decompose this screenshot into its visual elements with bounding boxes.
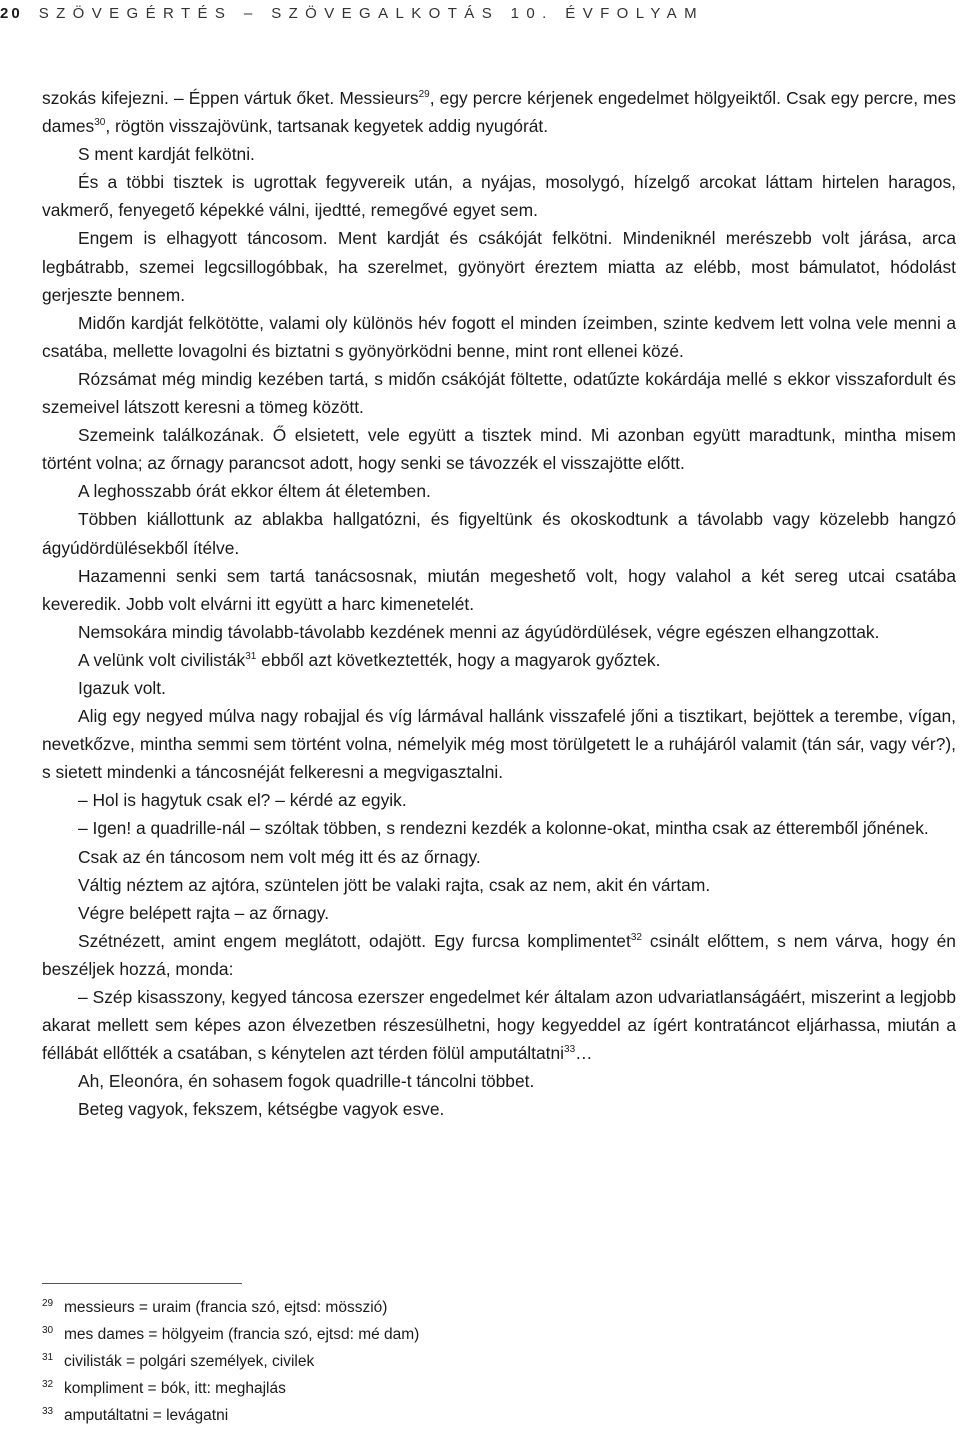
- paragraph-text: És a többi tisztek is ugrottak fegyvereik után, a nyájas, mosolygó, hízelgő arcokat láttam hirtelen haragos, vakmerő, fenyegető képekké válni, ijedtté, remegővé egyet sem.: [42, 172, 956, 221]
- footnote: [42, 1321, 742, 1348]
- paragraph-text: , egy percre kérjenek engedelmet hölgyeiktől. Csak egy percre, mes dames: [42, 88, 956, 137]
- paragraph-text: A leghosszabb órát ekkor éltem át életemben.: [78, 481, 431, 502]
- footnotes: [42, 1294, 742, 1429]
- paragraph: [42, 899, 956, 927]
- footnote: [42, 1402, 742, 1429]
- paragraph: [42, 477, 956, 505]
- paragraph-text: Rózsámat még mindig kezében tartá, s midőn csákóját föltette, odatűzte kokárdája mellé s ekkor visszafordult és szemeivel látszott keresni a tömeg között.: [42, 368, 956, 418]
- paragraph: [42, 309, 956, 365]
- page-number: 20: [0, 4, 23, 22]
- footnote-number: 31: [42, 1352, 54, 1364]
- paragraph: [42, 421, 956, 477]
- footnote-divider: [42, 1283, 242, 1284]
- paragraph-text: Hazamenni senki sem tartá tanácsosnak, miután megeshető volt, hogy valahol a két sereg utcai csatába keveredik. Jobb volt elvárni itt együtt a harc kimenetelét.: [42, 565, 956, 614]
- running-head: [0, 0, 960, 26]
- footnote-number: 32: [42, 1379, 54, 1391]
- paragraph-text: ebből azt következtették, hogy a magyarok győztek.: [256, 649, 661, 670]
- paragraph-text: Csak az én táncosom nem volt még itt és az őrnagy.: [78, 846, 481, 867]
- paragraph-text: Többen kiállottunk az ablakba hallgatózni, és figyeltünk és okoskodtunk a távolabb vagy közelebb hangzó ágyúdördülésekből ítélve.: [42, 509, 956, 558]
- paragraph: [42, 814, 956, 842]
- paragraph-text: Midőn kardját felkötötte, valami oly különös hév fogott el minden ízeimben, szinte kedvem lett volna vele menni a csatába, mellette lovagolni és biztatni s gyönyörködni benne, mint ront ellenei közé.: [42, 312, 956, 361]
- footnote: [42, 1348, 742, 1375]
- paragraph-text: Alig egy negyed múlva nagy robajjal és víg lármával hallánk visszafelé jőni a tisztikart, bejöttek a terembe, vígan, nevetkőzve, mintha semmi sem történt volna, némelyik még most törülgetett le a ruhájáról valamit (tán sár, vagy vér?), s sietett mindenki a táncosnéját felkeresni a megvigasztalni.: [42, 706, 956, 783]
- footnote-reference: 31: [245, 650, 257, 662]
- paragraph: [42, 365, 956, 421]
- paragraph-text: Végre belépett rajta – az őrnagy.: [78, 902, 330, 923]
- paragraph-text: Nemsokára mindig távolabb-távolabb kezdének menni az ágyúdördülések, végre egészen elhangzottak.: [78, 621, 880, 642]
- paragraph-text: – Hol is hagytuk csak el? – kérdé az egyik.: [78, 790, 407, 811]
- footnote-text: amputáltatni = levágatni: [64, 1407, 229, 1425]
- paragraph-text: – Igen! a quadrille-nál – szóltak többen, s rendezni kezdék a kolonne-okat, mintha csak az étteremből jőnének.: [78, 818, 929, 839]
- paragraph: [42, 927, 956, 983]
- paragraph-text: S ment kardját felkötni.: [78, 144, 255, 165]
- footnote-reference: 29: [418, 89, 430, 100]
- paragraph: [42, 1067, 956, 1095]
- paragraph: [42, 871, 956, 899]
- paragraph: [42, 646, 956, 674]
- paragraph-text: Ah, Eleonóra, én sohasem fogok quadrille-t táncolni többet.: [78, 1071, 535, 1092]
- footnote-reference: 32: [630, 931, 642, 943]
- paragraph-text: Váltig néztem az ajtóra, szüntelen jött be valaki rajta, csak az nem, akit én vártam.: [78, 874, 711, 895]
- paragraph-text: Beteg vagyok, fekszem, kétségbe vagyok esve.: [78, 1099, 445, 1120]
- paragraph: [42, 702, 956, 786]
- footnote-reference: 30: [94, 117, 106, 129]
- paragraph: [42, 674, 956, 702]
- paragraph-text: Szemeink találkozának. Ő elsietett, vele együtt a tisztek mind. Mi azonban együtt maradtunk, mintha misem történt volna; az őrnagy parancsot adott, hogy senki se távozzék el visszajötte előtt.: [42, 425, 956, 474]
- footnote-number: 30: [42, 1325, 54, 1337]
- body-text: [42, 84, 956, 1123]
- footnote: [42, 1375, 742, 1402]
- footnote-number: 33: [42, 1406, 54, 1418]
- paragraph: [42, 786, 956, 814]
- paragraph: [42, 618, 956, 646]
- footnote-text: kompliment = bók, itt: meghajlás: [64, 1380, 286, 1398]
- paragraph-text: szokás kifejezni. – Éppen vártuk őket. Messieurs: [42, 88, 419, 108]
- paragraph-text: Engem is elhagyott táncosom. Ment kardját és csákóját felkötni. Mindeniknél merészebb volt járása, arca legbátrabb, szemei legcsillogóbbak, ha szerelmet, gyönyört éreztem miatta az elébb, most bámulatot, hódolást gerjeszte bennem.: [42, 228, 956, 305]
- paragraph-text: …: [575, 1043, 593, 1064]
- paragraph-text: , rögtön visszajövünk, tartsanak kegyetek addig nyugórát.: [105, 116, 549, 137]
- paragraph-text: – Szép kisasszony, kegyed táncosa ezerszer engedelmet kér általam azon udvariatlanságáért, miszerint a legjobb akarat mellett sem képes azon élvezetben részesülhetni, hogy kegyeddel az ígért kontratáncot eljárhassa, miután a féllábát ellőtték a csatában, s kénytelen azt térden fölül amputáltatni: [42, 987, 956, 1064]
- paragraph-text: Szétnézett, amint engem meglátott, odajött. Egy furcsa komplimentet: [78, 930, 631, 951]
- paragraph: [42, 140, 956, 168]
- footnote-text: civilisták = polgári személyek, civilek: [64, 1353, 315, 1371]
- footnote: [42, 1294, 742, 1321]
- paragraph-text: Igazuk volt.: [78, 677, 166, 698]
- paragraph: [42, 843, 956, 871]
- footnote-text: mes dames = hölgyeim (francia szó, ejtsd: mé dam): [64, 1326, 420, 1344]
- footnote-reference: 33: [564, 1044, 576, 1056]
- paragraph: [42, 1095, 956, 1123]
- paragraph-text: A velünk volt civilisták: [78, 649, 246, 670]
- paragraph: [42, 224, 956, 308]
- paragraph: [42, 562, 956, 618]
- running-title: SZÖVEGÉRTÉS – SZÖVEGALKOTÁS 10. ÉVFOLYAM: [38, 4, 704, 22]
- footnote-number: 29: [42, 1298, 54, 1309]
- paragraph: [42, 84, 956, 140]
- paragraph-text: csinált előttem, s nem várva, hogy én beszéljek hozzá, monda:: [42, 930, 956, 979]
- paragraph: [42, 168, 956, 224]
- paragraph: [42, 505, 956, 561]
- paragraph: [42, 983, 956, 1067]
- footnote-text: messieurs = uraim (francia szó, ejtsd: mösszió): [64, 1299, 388, 1316]
